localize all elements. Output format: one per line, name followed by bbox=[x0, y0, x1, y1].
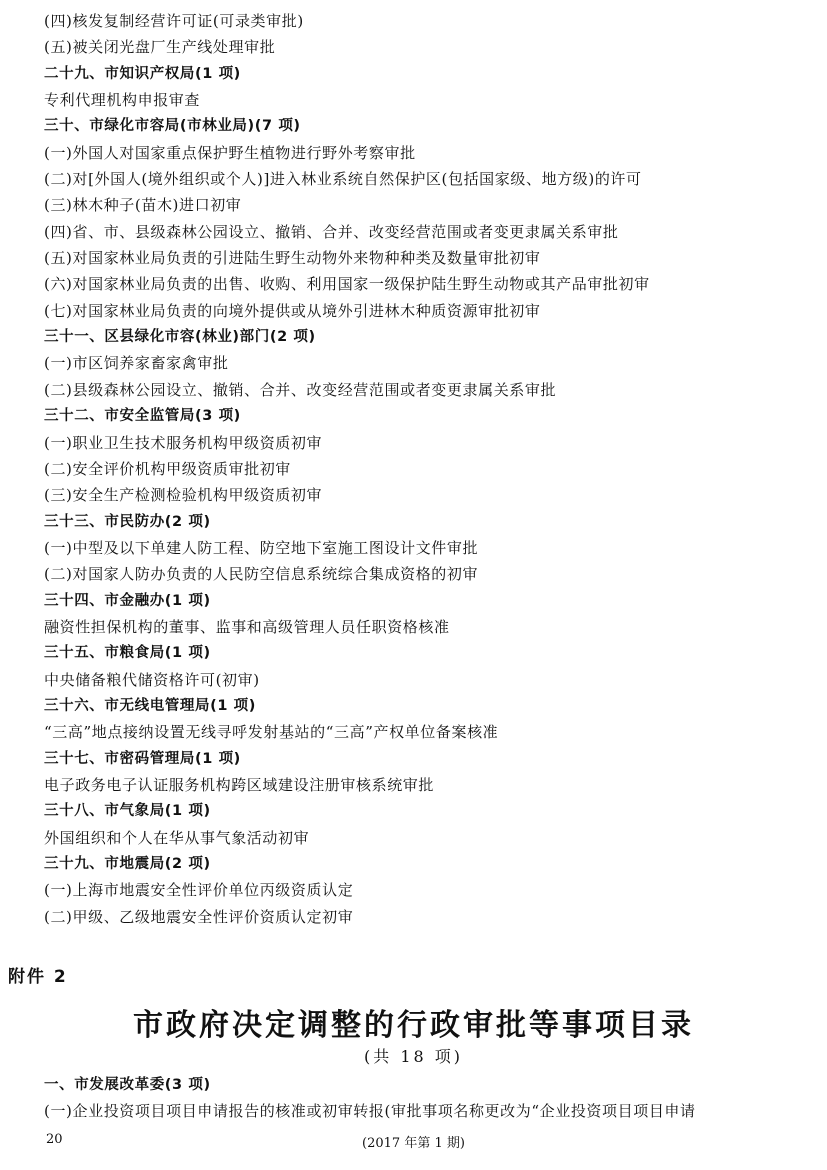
list-item: (三)林木种子(苗木)进口初审 bbox=[44, 196, 242, 215]
list-item: (二)甲级、乙级地震安全性评价资质认定初审 bbox=[44, 907, 354, 926]
list-item: (二)对国家人防办负责的人民防空信息系统综合集成资格的初审 bbox=[44, 565, 479, 584]
list-item: (五)被关闭光盘厂生产线处理审批 bbox=[44, 38, 276, 57]
attachment-item-list bbox=[44, 1072, 824, 1125]
list-item: (一)外国人对国家重点保护野生植物进行野外考察审批 bbox=[44, 143, 416, 162]
list-item: 电子政务电子认证服务机构跨区域建设注册审核系统审批 bbox=[44, 775, 435, 794]
item-list bbox=[44, 8, 824, 930]
list-item: (六)对国家林业局负责的出售、收购、利用国家一级保护陆生野生动物或其产品审批初审 bbox=[44, 275, 650, 294]
section-heading: 三十七、市密码管理局(1 项) bbox=[44, 750, 241, 767]
list-item: (七)对国家林业局负责的向境外提供或从境外引进林木种质资源审批初审 bbox=[44, 301, 541, 320]
section-heading: 三十九、市地震局(2 项) bbox=[44, 856, 211, 872]
document-subtitle: (共 18 项) bbox=[363, 1047, 464, 1066]
document-title: 市政府决定调整的行政审批等事项目录 bbox=[133, 1008, 694, 1043]
list-item: 中央储备粮代储资格许可(初审) bbox=[44, 670, 260, 689]
list-item: (二)县级森林公园设立、撤销、合并、改变经营范围或者变更隶属关系审批 bbox=[44, 380, 557, 399]
list-item: (二)安全评价机构甲级资质审批初审 bbox=[44, 459, 291, 478]
list-item: (一)市区饲养家畜家禽审批 bbox=[44, 354, 229, 373]
list-item: 专利代理机构申报审查 bbox=[44, 91, 201, 110]
section-heading: 三十六、市无线电管理局(1 项) bbox=[44, 697, 256, 714]
list-item: (四)核发复制经营许可证(可录类审批) bbox=[44, 12, 304, 30]
section-heading: 三十、市绿化市容局(市林业局)(7 项) bbox=[44, 118, 301, 135]
section-heading: 三十二、市安全监管局(3 项) bbox=[44, 408, 241, 425]
section-heading: 三十五、市粮食局(1 项) bbox=[44, 645, 211, 662]
section-heading: 三十四、市金融办(1 项) bbox=[44, 592, 211, 609]
list-item: 融资性担保机构的董事、监事和高级管理人员任职资格核准 bbox=[44, 617, 450, 636]
section-heading: 三十一、区县绿化市容(林业)部门(2 项) bbox=[44, 329, 316, 346]
list-item: (四)省、市、县级森林公园设立、撤销、合并、改变经营范围或者变更隶属关系审批 bbox=[44, 222, 619, 241]
attachment-label: 附件 2 bbox=[8, 967, 68, 987]
section-heading: 三十八、市气象局(1 项) bbox=[44, 803, 211, 820]
list-item: (一)职业卫生技术服务机构甲级资质初审 bbox=[44, 433, 323, 452]
list-item: “三高”地点接纳设置无线寻呼发射基站的“三高”产权单位备案核准 bbox=[44, 723, 499, 742]
section-heading: 三十三、市民防办(2 项) bbox=[44, 513, 211, 530]
list-item: (三)安全生产检测检验机构甲级资质初审 bbox=[44, 486, 323, 505]
page-number: 20 bbox=[46, 1132, 63, 1147]
section-heading: 二十九、市知识产权局(1 项) bbox=[44, 65, 241, 82]
list-item: (一)企业投资项目项目申请报告的核准或初审转报(审批事项名称更改为“企业投资项目项目申请 bbox=[44, 1102, 696, 1121]
issue-label: (2017 年第 1 期) bbox=[362, 1136, 465, 1151]
list-item: (一)中型及以下单建人防工程、防空地下室施工图设计文件审批 bbox=[44, 538, 479, 557]
list-item: (五)对国家林业局负责的引进陆生野生动物外来物种种类及数量审批初审 bbox=[44, 249, 541, 268]
section-heading: 一、市发展改革委(3 项) bbox=[44, 1077, 211, 1093]
list-item: (一)上海市地震安全性评价单位丙级资质认定 bbox=[44, 881, 354, 900]
list-item: (二)对[外国人(境外组织或个人)]进入林业系统自然保护区(包括国家级、地方级)的许可 bbox=[44, 170, 642, 189]
list-item: 外国组织和个人在华从事气象活动初审 bbox=[44, 828, 310, 847]
